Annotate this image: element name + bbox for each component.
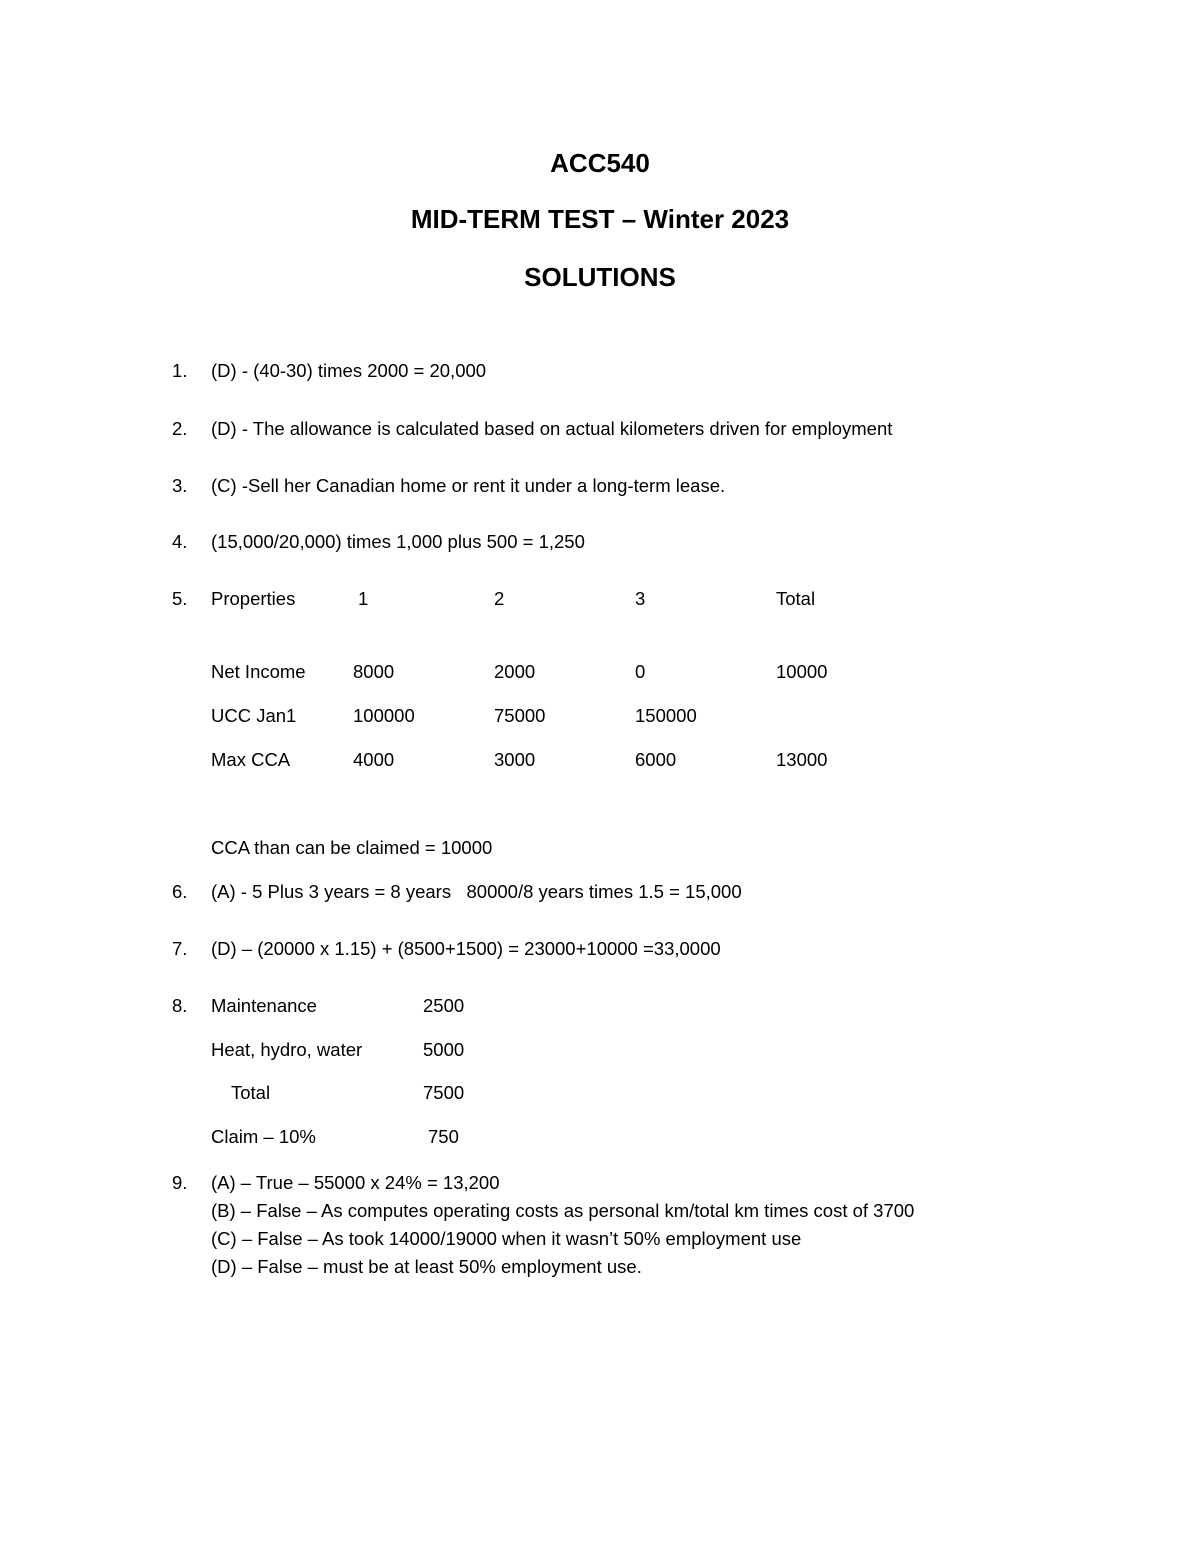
table-cell: 4000 [353,749,395,770]
answer-number: 3. [172,475,188,496]
answer-text: (A) – True – 55000 x 24% = 13,200 [211,1172,500,1193]
answer-text: (15,000/20,000) times 1,000 plus 500 = 1,250 [211,531,585,552]
answer-text: CCA than can be claimed = 10000 [211,837,493,858]
answer-8-row [0,1080,1200,1106]
answer-8-row [0,1124,1200,1150]
item-value: 2500 [423,995,465,1016]
answer-text: (D) – False – must be at least 50% employment use. [211,1256,642,1277]
table-cell: 3000 [494,749,536,770]
table-row [0,747,1200,773]
answer-6 [0,879,1200,905]
item-value: 750 [428,1126,459,1147]
table-row [0,703,1200,729]
item-label: Heat, hydro, water [211,1039,363,1060]
item-value: 5000 [423,1039,465,1060]
answer-2 [0,416,1200,442]
table-cell: 8000 [353,661,395,682]
item-label: Claim – 10% [211,1126,316,1147]
table-cell: 100000 [353,705,415,726]
answer-9-line [0,1254,1200,1280]
item-value: 7500 [423,1082,465,1103]
answer-text: (C) -Sell her Canadian home or rent it under a long-term lease. [211,475,726,496]
table-row [0,659,1200,685]
table-cell: Max CCA [211,749,291,770]
answer-number: 6. [172,881,188,902]
answer-number: 8. [172,995,188,1016]
answer-number: 9. [172,1172,188,1193]
solutions-heading: SOLUTIONS [524,262,676,292]
table-cell: UCC Jan1 [211,705,297,726]
table-cell: 13000 [776,749,828,770]
answer-number: 2. [172,418,188,439]
item-label: Total [231,1082,271,1103]
course-code: ACC540 [550,148,650,178]
answer-8-row [0,993,1200,1019]
answer-9-line [0,1226,1200,1252]
answer-number: 5. [172,588,188,609]
table-cell: 75000 [494,705,546,726]
answer-5-conclusion [0,835,1200,861]
table-header-cell: Properties [211,588,296,609]
table-cell: Net Income [211,661,306,682]
table-header-cell: Total [776,588,816,609]
answer-1 [0,358,1200,384]
answer-number: 1. [172,360,188,381]
answer-text: (D) - The allowance is calculated based on actual kilometers driven for employment [211,418,893,439]
answer-text: (D) - (40-30) times 2000 = 20,000 [211,360,487,381]
answer-5-header-row [0,586,1200,612]
table-cell: 2000 [494,661,536,682]
table-header-cell: 2 [494,588,505,609]
table-header-cell: 1 [358,588,369,609]
answer-9-line [0,1198,1200,1224]
answer-8-row [0,1037,1200,1063]
answer-text: (C) – False – As took 14000/19000 when it wasn’t 50% employment use [211,1228,802,1249]
answer-text: (A) - 5 Plus 3 years = 8 years 80000/8 years times 1.5 = 15,000 [211,881,742,902]
answer-7 [0,936,1200,962]
test-title: MID-TERM TEST – Winter 2023 [410,204,790,234]
answer-number: 7. [172,938,188,959]
table-cell: 6000 [635,749,677,770]
answer-text: (B) – False – As computes operating costs as personal km/total km times cost of 3700 [211,1200,915,1221]
table-cell: 0 [635,661,646,682]
table-cell: 10000 [776,661,828,682]
answer-number: 4. [172,531,188,552]
answer-4 [0,529,1200,555]
item-label: Maintenance [211,995,317,1016]
answer-text: (D) – (20000 x 1.15) + (8500+1500) = 23000+10000 =33,0000 [211,938,721,959]
answer-3 [0,473,1200,499]
table-header-cell: 3 [635,588,646,609]
table-cell: 150000 [635,705,697,726]
answer-9-line [0,1170,1200,1196]
